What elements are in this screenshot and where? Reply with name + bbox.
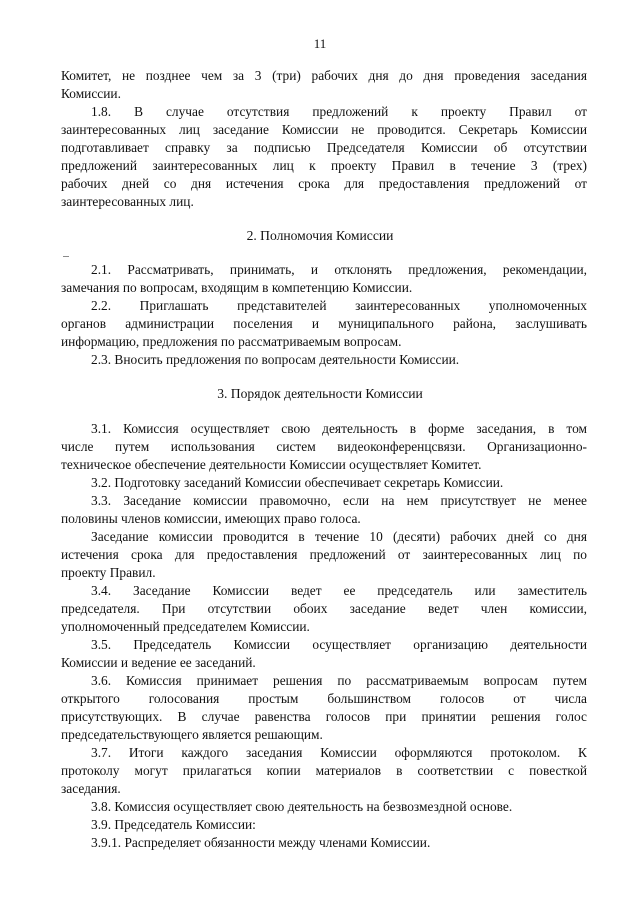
text-line: 3.6. Комиссия принимает решения по рассматриваемым вопросам путем: [91, 673, 587, 688]
text-line: 2.1. Рассматривать, принимать, и отклонять предложения, рекомендации,: [91, 262, 587, 277]
text-line: присутствующих. В случае равенства голосов при принятии решения голос: [61, 709, 587, 724]
text-line: 3.1. Комиссия осуществляет свою деятельность в форме заседания, в том: [91, 421, 587, 436]
text-line: предложений заинтересованных лиц к проекту Правил в течение 3 (трех): [61, 158, 587, 173]
text-line: уполномоченный председателем Комиссии.: [61, 619, 310, 634]
text-line: органов администрации поселения и муниципального района, заслушивать: [61, 316, 587, 331]
text-line: 3.5. Председатель Комиссии осуществляет организацию деятельности: [91, 637, 587, 652]
text-line: проекту Правил.: [61, 565, 156, 580]
text-line: председательствующего является решающим.: [61, 727, 323, 742]
text-line: заседания.: [61, 781, 121, 796]
text-line: половины членов комиссии, имеющих право голоса.: [61, 511, 361, 526]
page-number: 11: [313, 36, 327, 51]
text-line: открытого голосования простым большинством голосов от числа: [61, 691, 587, 706]
text-line: заинтересованных лиц заседание Комиссии не проводится. Секретарь Комиссии: [61, 122, 587, 137]
section-heading: 3. Порядок деятельности Комиссии: [217, 386, 423, 401]
text-line: Заседание комиссии проводится в течение 10 (десяти) рабочих дней со дня: [91, 529, 587, 544]
text-line: председателя. При отсутствии обоих заседание ведет член комиссии,: [61, 601, 587, 616]
text-line: протоколу могут прилагаться копии материалов в соответствии с повесткой: [61, 763, 587, 778]
text-line: заинтересованных лиц.: [61, 194, 194, 209]
text-line: Комиссии и ведение ее заседаний.: [61, 655, 256, 670]
scan-artifact: [63, 256, 69, 257]
text-line: подготавливает справку за подписью Председателя Комиссии об отсутствии: [61, 140, 587, 155]
text-line: 3.3. Заседание комиссии правомочно, если на нем присутствует не менее: [91, 493, 587, 508]
text-line: Комитет, не позднее чем за 3 (три) рабочих дня до дня проведения заседания: [61, 68, 587, 83]
text-line: 2.2. Приглашать представителей заинтересованных уполномоченных: [91, 298, 587, 313]
text-line: числе путем использования систем видеоконференцсвязи. Организационно-: [61, 439, 587, 454]
text-line: 1.8. В случае отсутствия предложений к проекту Правил от: [91, 104, 587, 119]
text-line: информацию, предложения по рассматриваемым вопросам.: [61, 334, 402, 349]
text-line: 2.3. Вносить предложения по вопросам деятельности Комиссии.: [91, 352, 460, 367]
text-line: техническое обеспечение деятельности Комиссии осуществляет Комитет.: [61, 457, 482, 472]
text-line: рабочих дней со дня истечения срока для предоставления предложений от: [61, 176, 587, 191]
text-line: 3.7. Итоги каждого заседания Комиссии оформляются протоколом. К: [91, 745, 587, 760]
section-heading: 2. Полномочия Комиссии: [246, 228, 394, 243]
text-line: 3.4. Заседание Комиссии ведет ее председатель или заместитель: [91, 583, 587, 598]
text-line: истечения срока для предоставления предложений от заинтересованных лиц по: [61, 547, 587, 562]
text-line: 3.9. Председатель Комиссии:: [91, 817, 256, 832]
text-line: 3.9.1. Распределяет обязанности между членами Комиссии.: [91, 835, 431, 850]
text-line: замечания по вопросам, входящим в компетенцию Комиссии.: [61, 280, 413, 295]
text-line: 3.2. Подготовку заседаний Комиссии обеспечивает секретарь Комиссии.: [91, 475, 504, 490]
text-line: Комиссии.: [61, 86, 121, 101]
text-line: 3.8. Комиссия осуществляет свою деятельность на безвозмездной основе.: [91, 799, 513, 814]
